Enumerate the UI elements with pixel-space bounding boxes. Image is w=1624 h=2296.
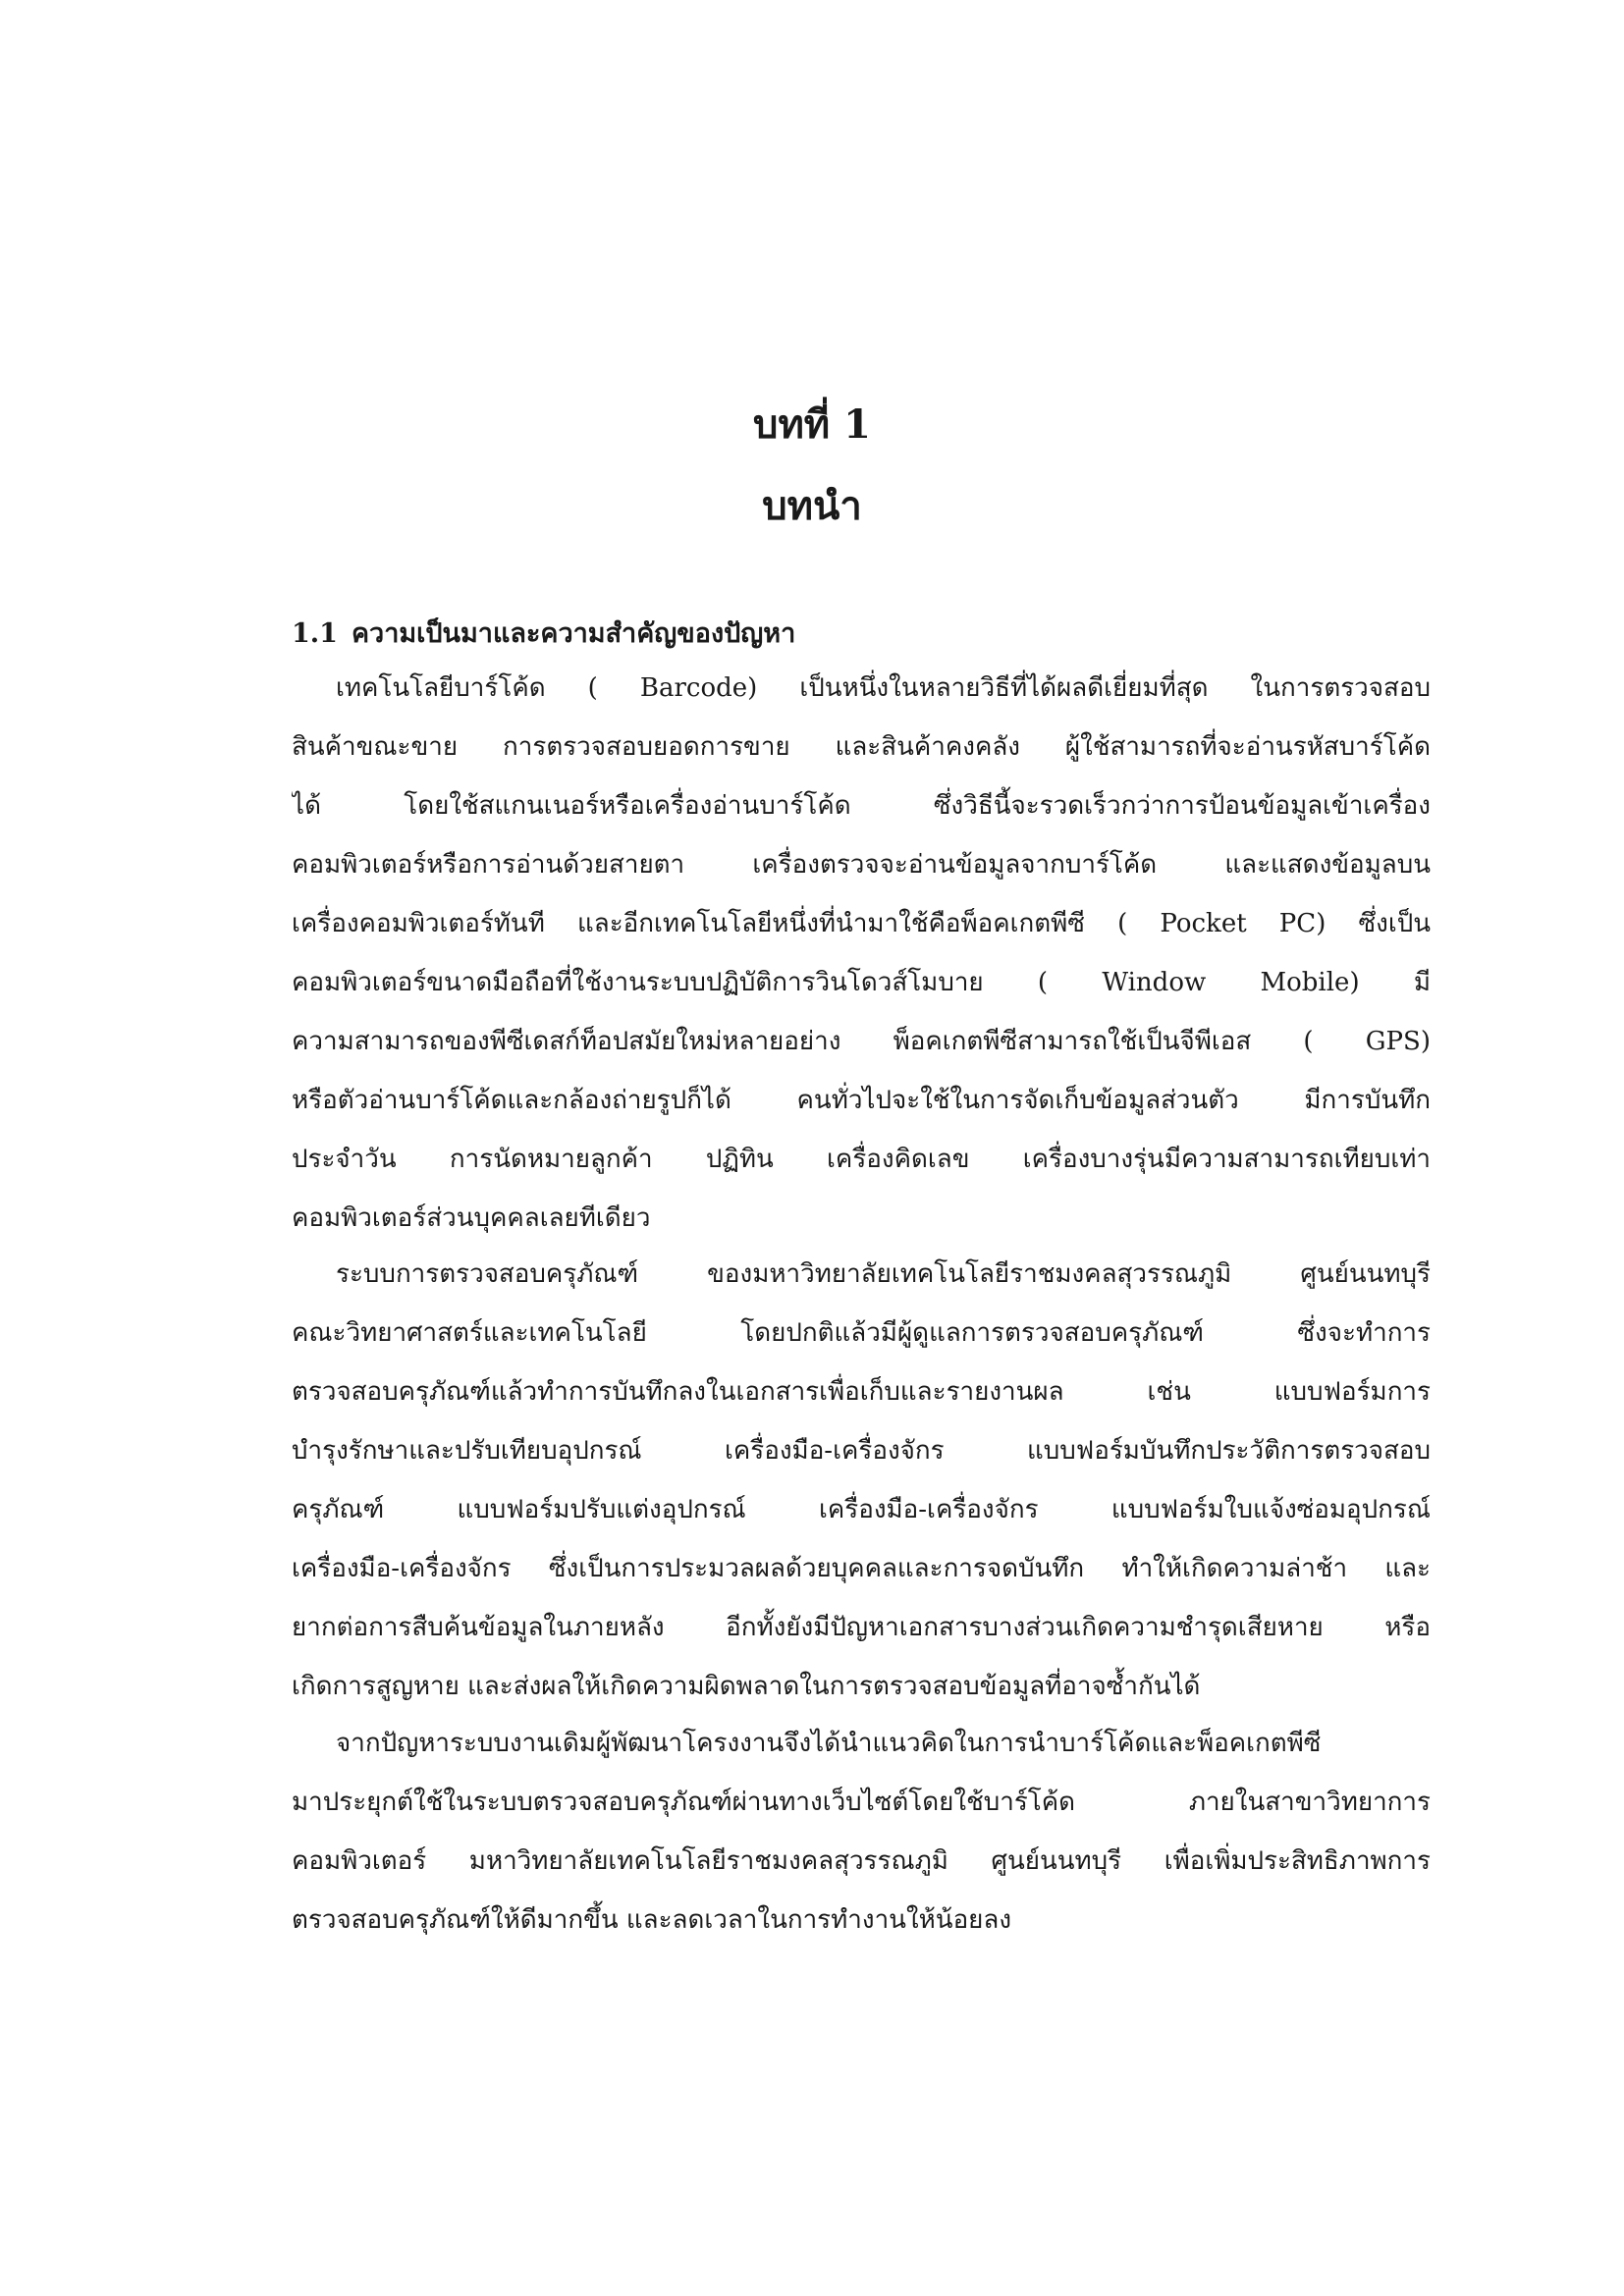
paragraph-line: คอมพิวเตอร์ส่วนบุคคลเลยทีเดียว (292, 1203, 651, 1233)
paragraph-current-system (292, 1245, 1431, 1716)
paragraph-line: หรือตัวอ่านบาร์โค้ดและกล้องถ่ายรูปก็ได้ คนทั่วไปจะใช้ในการจัดเก็บข้อมูลส่วนตัว มีการบันทึก (292, 1086, 1431, 1115)
paragraph-line: เครื่องมือ-เครื่องจักร ซึ่งเป็นการประมวลผลด้วยบุคคลและการจดบันทึก ทำให้เกิดความล่าช้า และ (292, 1554, 1431, 1583)
section-heading (292, 614, 1431, 654)
paragraph-line: ได้ โดยใช้สแกนเนอร์หรือเครื่องอ่านบาร์โค้ด ซึ่งวิธีนี้จะรวดเร็วกว่าการป้อนข้อมูลเข้าเครื่อง (292, 791, 1431, 821)
paragraph-line: จากปัญหาระบบงานเดิมผู้พัฒนาโครงงานจึงได้นำแนวคิดในการนำบาร์โค้ดและพ็อคเกตพีซี (336, 1729, 1322, 1758)
paragraph-line: ประจำวัน การนัดหมายลูกค้า ปฏิทิน เครื่องคิดเลข เครื่องบางรุ่นมีความสามารถเทียบเท่า (292, 1145, 1431, 1174)
paragraph-line: ความสามารถของพีซีเดสก์ท็อปสมัยใหม่หลายอย่าง พ็อคเกตพีซีสามารถใช้เป็นจีพีเอส ( GPS) (292, 1027, 1431, 1056)
section-title: ความเป็นมาและความสำคัญของปัญหา (351, 618, 796, 649)
paragraph-line: เกิดการสูญหาย และส่งผลให้เกิดความผิดพลาดในการตรวจสอบข้อมูลที่อาจซ้ำกันได้ (292, 1672, 1201, 1701)
paragraph-line: ครุภัณฑ์ แบบฟอร์มปรับแต่งอุปกรณ์ เครื่องมือ-เครื่องจักร แบบฟอร์มใบแจ้งซ่อมอุปกรณ์ (292, 1495, 1431, 1524)
paragraph-line: คณะวิทยาศาสตร์และเทคโนโลยี โดยปกติแล้วมีผู้ดูแลการตรวจสอบครุภัณฑ์ ซึ่งจะทำการ (292, 1318, 1431, 1348)
paragraph-line: คอมพิวเตอร์ มหาวิทยาลัยเทคโนโลยีราชมงคลสุวรรณภูมิ ศูนย์นนทบุรี เพื่อเพิ่มประสิทธิภาพการ (292, 1846, 1431, 1876)
paragraph-line: ตรวจสอบครุภัณฑ์แล้วทำการบันทึกลงในเอกสารเพื่อเก็บและรายงานผล เช่น แบบฟอร์มการ (292, 1377, 1431, 1407)
chapter-number: บทที่ 1 (753, 401, 871, 448)
paragraph-line: ตรวจสอบครุภัณฑ์ให้ดีมากขึ้น และลดเวลาในการทำงานให้น้อยลง (292, 1905, 1012, 1935)
paragraph-line: ยากต่อการสืบค้นข้อมูลในภายหลัง อีกทั้งยังมีปัญหาเอกสารบางส่วนเกิดความชำรุดเสียหาย หรือ (292, 1613, 1431, 1642)
paragraph-line: คอมพิวเตอร์หรือการอ่านด้วยสายตา เครื่องตรวจจะอ่านข้อมูลจากบาร์โค้ด และแสดงข้อมูลบน (292, 850, 1431, 880)
section-number: 1.1 (292, 618, 338, 649)
paragraph-line: ระบบการตรวจสอบครุภัณฑ์ ของมหาวิทยาลัยเทคโนโลยีราชมงคลสุวรรณภูมิ ศูนย์นนทบุรี (336, 1259, 1431, 1289)
paragraph-background (292, 659, 1431, 1248)
paragraph-proposal (292, 1714, 1431, 1949)
paragraph-line: บำรุงรักษาและปรับเทียบอุปกรณ์ เครื่องมือ-เครื่องจักร แบบฟอร์มบันทึกประวัติการตรวจสอบ (292, 1436, 1431, 1466)
paragraph-line: เทคโนโลยีบาร์โค้ด ( Barcode) เป็นหนึ่งในหลายวิธีที่ได้ผลดีเยี่ยมที่สุด ในการตรวจสอบ (336, 673, 1431, 703)
paragraph-line: คอมพิวเตอร์ขนาดมือถือที่ใช้งานระบบปฏิบัติการวินโดวส์โมบาย ( Window Mobile) มี (292, 968, 1431, 997)
paragraph-line: สินค้าขณะขาย การตรวจสอบยอดการขาย และสินค้าคงคลัง ผู้ใช้สามารถที่จะอ่านรหัสบาร์โค้ด (292, 732, 1431, 762)
paragraph-line: เครื่องคอมพิวเตอร์ทันที และอีกเทคโนโลยีหนึ่งที่นำมาใช้คือพ็อคเกตพีซี ( Pocket PC) ซึ่งเป็น (292, 909, 1431, 938)
chapter-title: บทนำ (762, 483, 862, 529)
paragraph-line: มาประยุกต์ใช้ในระบบตรวจสอบครุภัณฑ์ผ่านทางเว็บไซต์โดยใช้บาร์โค้ด ภายในสาขาวิทยาการ (292, 1788, 1431, 1817)
